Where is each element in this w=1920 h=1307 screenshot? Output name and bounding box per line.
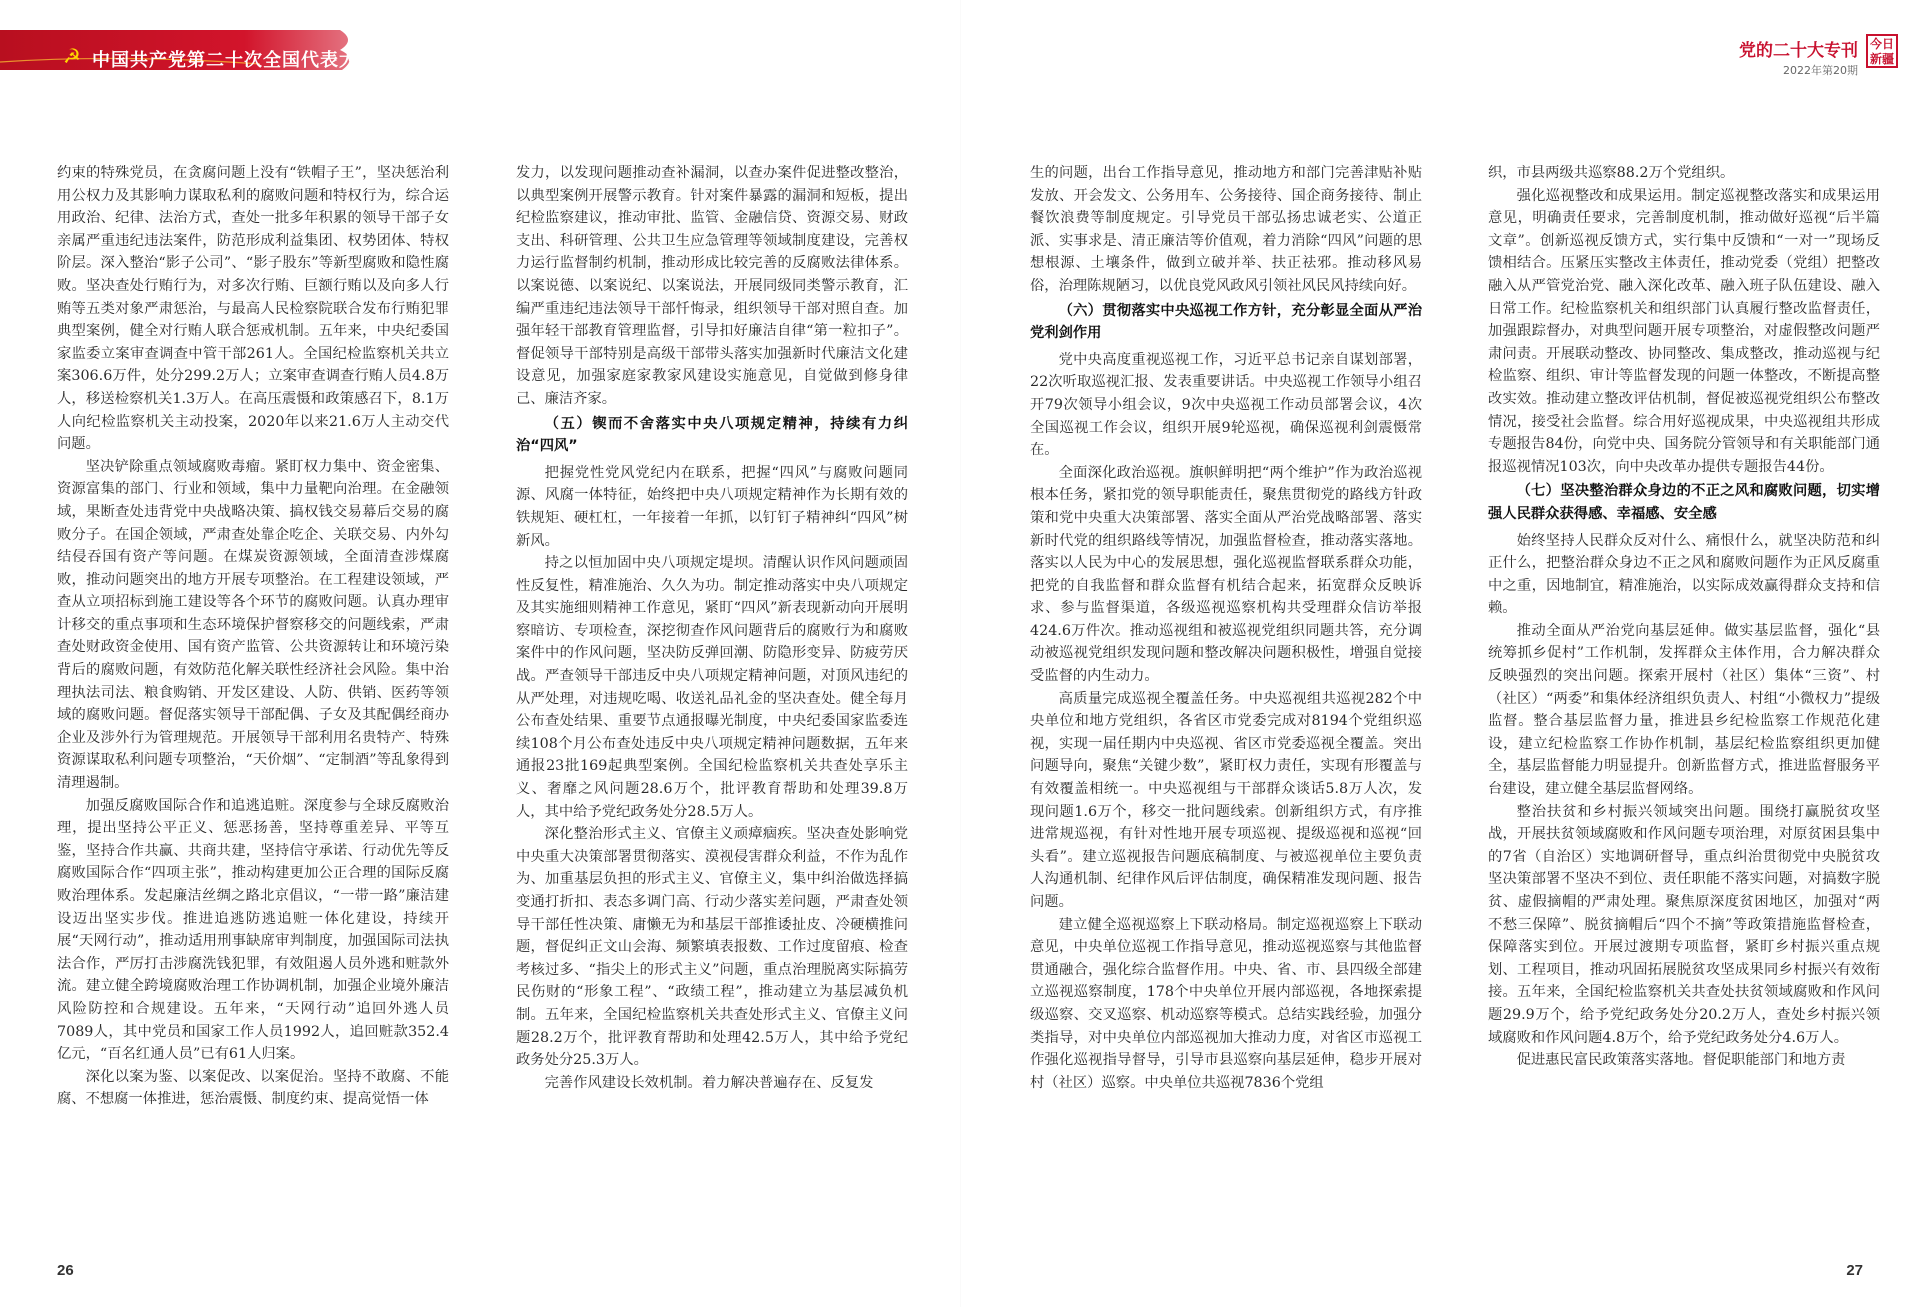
party-emblem-icon: ☭: [63, 44, 81, 68]
paragraph: 坚决铲除重点领域腐败毒瘤。紧盯权力集中、资金密集、资源富集的部门、行业和领域，集中力量靶向治理。在金融领域，果断查处违背党中央战略决策、搞权钱交易幕后交易的腐败分子。在国企领域，严肃查处靠企吃企、关联交易、内外勾结侵吞国有资产等问题。在煤炭资源领域，全面清查涉煤腐败，推动问题突出的地方开展专项整治。在工程建设领域，严查从立项招标到施工建设等各个环节的腐败问题。认真办理审计移交的重点事项和生态环境保护督察移交的问题线索，严肃查处财政资金使用、国有资产监管、公共资源转让和环境污染背后的腐败问题，有效防范化解关联性经济社会风险。集中治理执法司法、粮食购销、开发区建设、人防、供销、医药等领域的腐败问题。督促落实领导干部配偶、子女及其配偶经商办企业及涉外行为管理规范。开展领导干部利用名贵特产、特殊资源谋取私利问题专项整治，“天价烟”、“定制酒”等乱象得到清理遏制。: [57, 458, 449, 792]
paragraph: 高质量完成巡视全覆盖任务。中央巡视组共巡视282个中央单位和地方党组织，各省区市党委完成对8194个党组织巡视，实现一届任期内中央巡视、省区市党委巡视全覆盖。突出问题导向，聚焦“关键少数”，紧盯权力责任，实现有形覆盖与有效覆盖相统一。中央巡视组与干部群众谈话5.8万人次，发现问题1.6万个，移交一批问题线索。创新组织方式，有序推进常规巡视，有针对性地开展专项巡视、提级巡视和巡视“回头看”。建立巡视报告问题底稿制度、与被巡视单位主要负责人沟通机制、纪律作风后评估制度，确保精准发现问题、报告问题。: [1030, 690, 1422, 910]
magazine-logo: 今日 新疆: [1866, 34, 1898, 68]
paragraph: 深化整治形式主义、官僚主义顽瘴痼疾。坚决查处影响党中央重大决策部署贯彻落实、漠视侵害群众利益，不作为乱作为、加重基层负担的形式主义、官僚主义，集中纠治做选择搞变通打折扣、表态多调门高、行动少落实差问题，严肃查处领导干部任性决策、庸懒无为和基层干部推诿扯皮、冷硬横推问题，督促纠正文山会海、频繁填表报数、工作过度留痕、检查考核过多、“指尖上的形式主义”问题，重点治理脱离实际搞劳民伤财的“形象工程”、“政绩工程”，推动建立为基层减负机制。五年来，全国纪检监察机关共查处形式主义、官僚主义问题28.2万个，批评教育帮助和处理42.5万人，其中给予党纪政务处分25.3万人。: [516, 826, 908, 1069]
paragraph: 始终坚持人民群众反对什么、痛恨什么，就坚决防范和纠正什么，把整治群众身边不正之风和腐败问题作为正风反腐重中之重，因地制宜，精准施治，以实际成效赢得群众支持和信赖。: [1488, 532, 1880, 617]
section-heading: （五）锲而不舍落实中央八项规定精神，持续有力纠治“四风”: [516, 415, 908, 455]
paragraph: 把握党性党风党纪内在联系，把握“四风”与腐败问题同源、风腐一体特征，始终把中央八项规定精神作为长期有效的铁规矩、硬杠杠，一年接着一年抓，以钉钉子精神纠“四风”树新风。: [516, 464, 908, 549]
paragraph: 持之以恒加固中央八项规定堤坝。清醒认识作风问题顽固性反复性，精准施治、久久为功。制定推动落实中央八项规定及其实施细则精神工作意见，紧盯“四风”新表现新动向开展明察暗访、专项检查，深挖彻查作风问题背后的腐败行为和腐败案件中的作风问题，坚决防反弹回潮、防隐形变异、防疲劳厌战。严查领导干部违反中央八项规定精神问题，对顶风违纪的从严处理，对违规吃喝、收送礼品礼金的坚决查处。健全每月公布查处结果、重要节点通报曝光制度，中央纪委国家监委连续108个月公布查处违反中央八项规定精神问题数据，五年来通报23批169起典型案例。全国纪检监察机关共查处享乐主义、奢靡之风问题28.6万个，批评教育帮助和处理39.8万人，其中给予党纪政务处分28.5万人。: [516, 555, 908, 820]
paragraph: 促进惠民富民政策落实落地。督促职能部门和地方责: [1516, 1052, 1846, 1069]
paragraph: 发力，以发现问题推动查补漏洞，以查办案件促进整改整治，以典型案例开展警示教育。针对案件暴露的漏洞和短板，提出纪检监察建议，推动审批、监管、金融信贷、资源交易、财政支出、科研管理、公共卫生应急管理等领域制度建设，完善权力运行监督制约机制，推动形成比较完善的反腐败法律体系。以案说德、以案说纪、以案说法，开展同级同类警示教育，汇编严重违纪违法领导干部忏悔录，组织领导干部对照自查。加强年轻干部教育管理监督，引导扣好廉洁自律“第一粒扣子”。督促领导干部特别是高级干部带头落实加强新时代廉洁文化建设意见，加强家庭家教家风建设实施意见，自觉做到修身律己、廉洁齐家。: [516, 165, 908, 407]
text-column-1: [57, 162, 449, 1111]
paragraph: 完善作风建设长效机制。着力解决普遍存在、反复发: [544, 1074, 874, 1091]
page-gutter: [960, 0, 961, 1307]
page-number-right: 27: [1846, 1262, 1863, 1279]
paragraph: 加强反腐败国际合作和追逃追赃。深度参与全球反腐败治理，提出坚持公平正义、惩恶扬善，坚持尊重差异、平等互鉴，坚持合作共赢、共商共建，坚持信守承诺、行动优先等反腐败国际合作“四项主张”，推动构建更加公正合理的国际反腐败治理体系。发起廉洁丝绸之路北京倡议，“一带一路”廉洁建设迈出坚实步伐。推进追逃防逃追赃一体化建设，持续开展“天网行动”，推动适用刑事缺席审判制度，加强国际司法执法合作，严厉打击涉腐洗钱犯罪，有效阻遏人员外逃和赃款外流。建立健全跨境腐败治理工作协调机制，加强企业境外廉洁风险防控和合规建设。五年来，“天网行动”追回外逃人员7089人，其中党员和国家工作人员1992人，追回赃款352.4亿元，“百名红通人员”已有61人归案。: [57, 797, 449, 1063]
edition-info: [1739, 36, 1858, 78]
edition-issue: 2022年第20期: [1783, 64, 1858, 77]
text-column-2: [516, 162, 908, 1094]
paragraph: 约束的特殊党员，在贪腐问题上没有“铁帽子王”，坚决惩治利用公权力及其影响力谋取私利的腐败问题和特权行为，综合运用政治、纪律、法治方式，查处一批多年积累的领导干部子女亲属严重违纪违法案件，防范形成利益集团、权势团体、特权阶层。深入整治“影子公司”、“影子股东”等新型腐败和隐性腐败。坚决查处行贿行为，对多次行贿、巨额行贿以及向多人行贿等五类对象严肃惩治，与最高人民检察院联合发布行贿犯罪典型案例，健全对行贿人联合惩戒机制。五年来，中央纪委国家监委立案审查调查中管干部261人。全国纪检监察机关共立案306.6万件，处分299.2万人；立案审查调查行贿人员4.8万人，移送检察机关1.3万人。在高压震慑和政策感召下，8.1万人向纪检监察机关主动投案，2020年以来21.6万人主动交代问题。: [57, 165, 449, 453]
paragraph: 推动全面从严治党向基层延伸。做实基层监督，强化“县统筹抓乡促村”工作机制，发挥群众主体作用，合力解决群众反映强烈的突出问题。探索开展村（社区）集体“三资”、村（社区）“两委”和集体经济组织负责人、村组“小微权力”提级监督。整合基层监督力量，推进县乡纪检监察工作规范化建设，建立纪检监察工作协作机制，基层纪检监察组织更加健全，基层监督能力明显提升。创新监督方式，推进监督服务平台建设，建立健全基层监督网络。: [1488, 622, 1880, 798]
section-heading: （七）坚决整治群众身边的不正之风和腐败问题，切实增强人民群众获得感、幸福感、安全感: [1488, 483, 1880, 522]
page-number-left: 26: [57, 1262, 74, 1279]
section-heading: （六）贯彻落实中央巡视工作方针，充分彰显全面从严治党利剑作用: [1030, 302, 1422, 342]
paragraph: 深化以案为鉴、以案促改、以案促治。坚持不敢腐、不能腐、不想腐一体推进，惩治震慑、制度约束、提高觉悟一体: [57, 1068, 449, 1108]
paragraph: 党中央高度重视巡视工作，习近平总书记亲自谋划部署，22次听取巡视汇报、发表重要讲话。中央巡视工作领导小组召开79次领导小组会议，9次中央巡视工作动员部署会议，4次全国巡视工作会议，组织开展9轮巡视，确保巡视利剑震慑常在。: [1030, 351, 1422, 459]
text-column-4: [1488, 162, 1880, 1072]
paragraph: 整治扶贫和乡村振兴领域突出问题。围绕打赢脱贫攻坚战，开展扶贫领域腐败和作风问题专项治理，对原贫困县集中的7省（自治区）实地调研督导，重点纠治贯彻党中央脱贫攻坚决策部署不坚决不到位、责任职能不落实问题，对搞数字脱贫、虚假摘帽的严肃处理。聚焦原深度贫困地区，加强对“两不愁三保障”、脱贫摘帽后“四个不摘”等政策措施监督检查，保障落实到位。开展过渡期专项监督，紧盯乡村振兴重点规划、工程项目，推动巩固拓展脱贫攻坚成果同乡村振兴有效衔接。五年来，全国纪检监察机关共查处扶贫领域腐败和作风问题29.9万个，给予党纪政务处分20.2万人，查处乡村振兴领域腐败和作风问题4.8万个，给予党纪政务处分4.6万人。: [1488, 803, 1880, 1046]
paragraph: 全面深化政治巡视。旗帜鲜明把“两个维护”作为政治巡视根本任务，紧扣党的领导职能责任，聚焦贯彻党的路线方针政策和党中央重大决策部署、落实全面从严治党战略部署、落实新时代党的组织路线等情况，加强监督检查，推动落实落地。落实以人民为中心的发展思想，强化巡视监督联系群众功能，把党的自我监督和群众监督有机结合起来，拓宽群众反映诉求、参与监督渠道，各级巡视巡察机构共受理群众信访举报424.6万件次。推动巡视组和被巡视党组织同题共答，充分调动被巡视党组织发现问题和整改解决问题积极性，增强自觉接受监督的内生动力。: [1030, 464, 1422, 685]
paragraph: 织，市县两级共巡察88.2万个党组织。: [1488, 165, 1735, 181]
banner-title: 中国共产党第二十次全国代表大会: [92, 50, 377, 71]
edition-title: 党的二十大专刊: [1739, 41, 1858, 61]
text-column-3: [1030, 162, 1422, 1094]
paragraph: 强化巡视整改和成果运用。制定巡视整改落实和成果运用意见，明确责任要求，完善制度机制，推动做好巡视“后半篇文章”。创新巡视反馈方式，实行集中反馈和“一对一”现场反馈相结合。压紧压实整改主体责任，推动党委（党组）把整改融入从严管党治党、融入深化改革、融入班子队伍建设、融入日常工作。纪检监察机关和组织部门认真履行整改监督责任，加强跟踪督办，对典型问题开展专项整治，对虚假整改问题严肃问责。开展联动整改、协同整改、集成整改，推动巡视与纪检监察、组织、审计等监督发现的问题一体整改，不断提高整改实效。推动建立整改评估机制，督促被巡视党组织公布整改情况，接受社会监督。综合用好巡视成果，中央巡视组共形成专题报告84份，向党中央、国务院分管领导和有关职能部门通报巡视情况103次，向中央改革办提供专题报告44份。: [1488, 187, 1880, 475]
paragraph: 建立健全巡视巡察上下联动格局。制定巡视巡察上下联动意见，中央单位巡视工作指导意见，推动巡视巡察与其他监督贯通融合，强化综合监督作用。中央、省、市、县四级全部建立巡视巡察制度，178个中央单位开展内部巡视，各地探索提级巡察、交叉巡察、机动巡察等模式。总结实践经验，加强分类指导，对中央单位内部巡视加大推动力度，对省区市巡视工作强化巡视指导督导，引导市县巡察向基层延伸，稳步开展对村（社区）巡察。中央单位共巡视7836个党组: [1030, 916, 1422, 1091]
paragraph: 生的问题，出台工作指导意见，推动地方和部门完善津贴补贴发放、开会发文、公务用车、公务接待、国企商务接待、制止餐饮浪费等制度规定。引导党员干部弘扬忠诚老实、公道正派、实事求是、清正廉洁等价值观，着力消除“四风”问题的思想根源、土壤条件，做到立破并举、扶正祛邪。推动移风易俗，治理陈规陋习，以优良党风政风引领社风民风持续向好。: [1030, 165, 1422, 294]
